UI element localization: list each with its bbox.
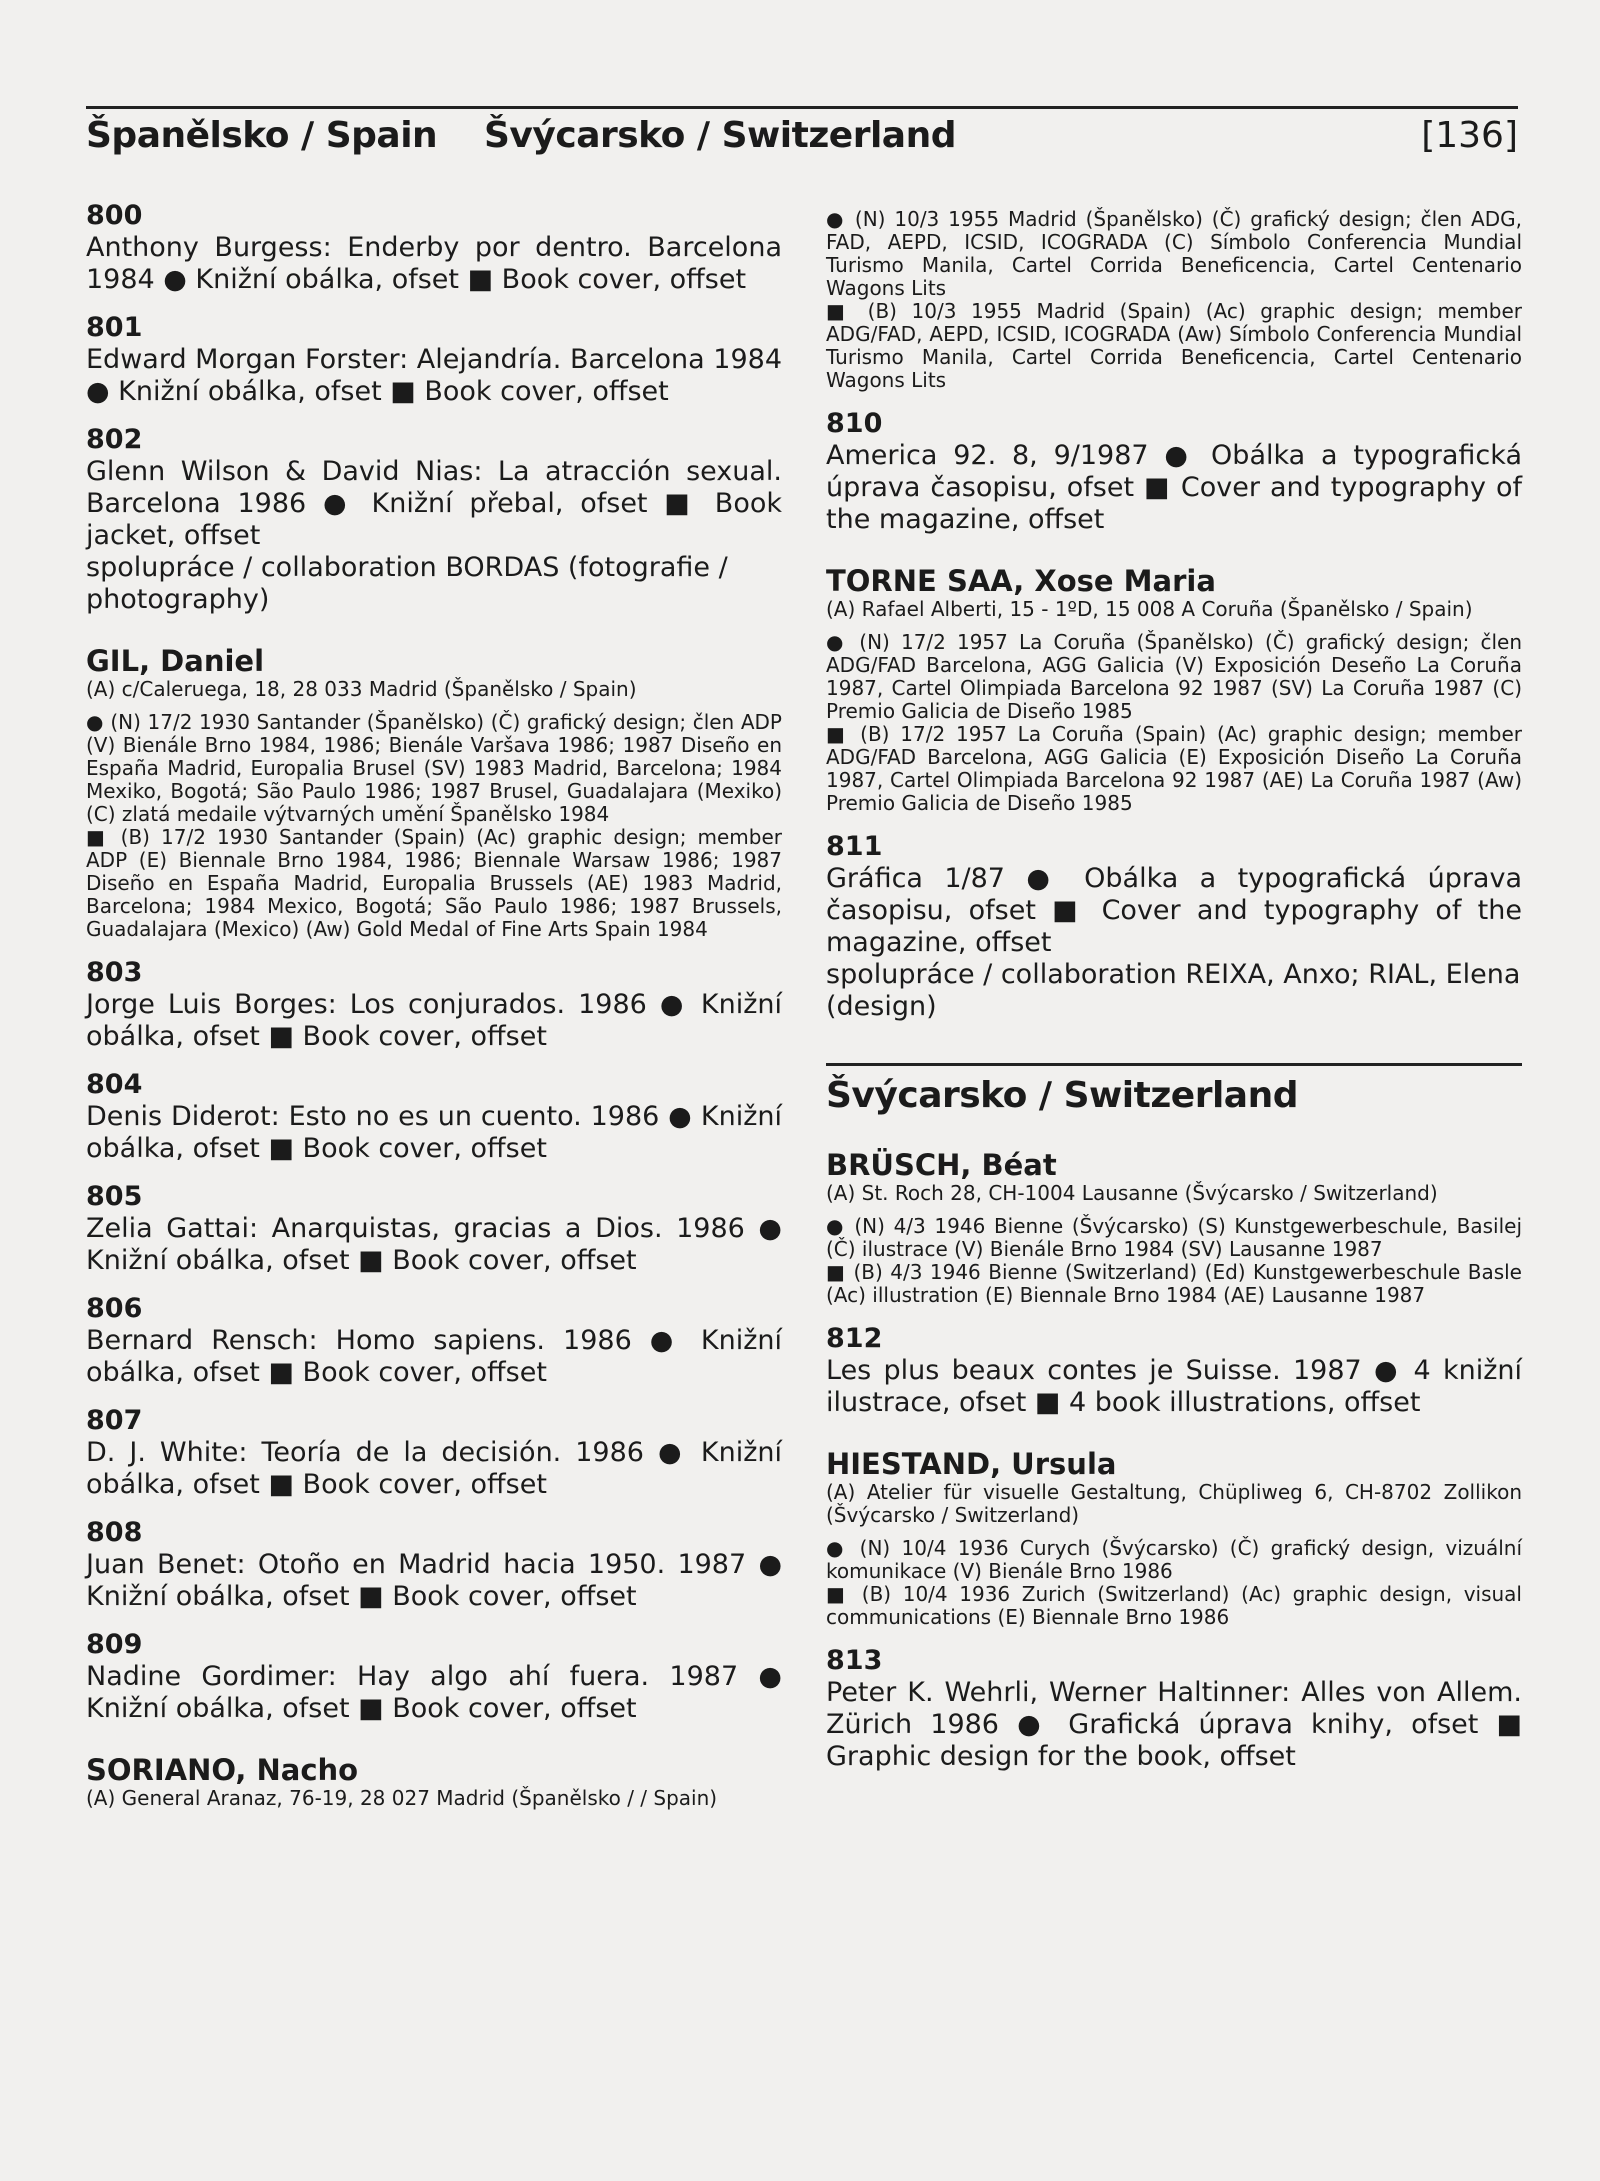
entry-text: Peter K. Wehrli, Werner Haltinner: Alles von Allem. Zürich 1986 ● Grafická úprava knihy, ofset ■ Graphic design for the book, offset: [826, 1677, 1522, 1772]
entry-text: Edward Morgan Forster: Alejandría. Barcelona 1984 ● Knižní obálka, ofset ■ Book cover, offset: [86, 344, 782, 407]
entry-800: [86, 200, 782, 296]
entry-802: [86, 424, 782, 616]
entry-text: D. J. White: Teoría de la decisión. 1986 ● Knižní obálka, ofset ■ Book cover, offset: [86, 1437, 782, 1500]
page-header: [86, 106, 1518, 159]
artist-brusch: [826, 1148, 1522, 1307]
entry-number: 802: [86, 424, 143, 455]
artist-bio-czech: ● (N) 17/2 1957 La Coruña (Španělsko) (Č) grafický design; člen ADG/FAD Barcelona, AGG Galicia (V) Exposición Deseño La Coruña 1987, Cartel Olimpiada Barcelona 92 1987 (SV) La Coruña 1987 (C) Premio Galicia de Diseño 1985: [826, 630, 1522, 723]
entry-number: 812: [826, 1323, 883, 1354]
artist-soriano: [86, 1753, 782, 1810]
entry-number: 801: [86, 312, 143, 343]
entry-806: [86, 1293, 782, 1389]
entry-number: 813: [826, 1645, 883, 1676]
entry-number: 807: [86, 1405, 143, 1436]
artist-bio-english: ■ (B) 10/4 1936 Zurich (Switzerland) (Ac) graphic design, visual communications (E) Biennale Brno 1986: [826, 1582, 1522, 1629]
entry-804: [86, 1069, 782, 1165]
artist-bio-english: ■ (B) 10/3 1955 Madrid (Spain) (Ac) graphic design; member ADG/FAD, AEPD, ICSID, ICOGRADA (Aw) Símbolo Conferencia Mundial Turismo Manila, Cartel Corrida Beneficencia, Cartel Centenario Wagons Lits: [826, 299, 1522, 392]
artist-name: TORNE SAA, Xose Maria: [826, 564, 1216, 598]
entry-text: Jorge Luis Borges: Los conjurados. 1986 ● Knižní obálka, ofset ■ Book cover, offset: [86, 989, 782, 1052]
entry-text: Les plus beaux contes je Suisse. 1987 ● 4 knižní ilustrace, ofset ■ 4 book illustrations, offset: [826, 1355, 1522, 1418]
header-country-spain: Španělsko / Spain: [86, 115, 438, 156]
entry-text: America 92. 8, 9/1987 ● Obálka a typografická úprava časopisu, ofset ■ Cover and typography of the magazine, offset: [826, 440, 1522, 535]
artist-bio-english: ■ (B) 17/2 1957 La Coruña (Spain) (Ac) graphic design; member ADG/FAD Barcelona, AGG Galicia (E) Exposición Diseño La Coruña 1987, Cartel Olimpiada Barcelona 92 1987 (AE) La Coruña 1987 (Aw) Premio Galicia de Diseño 1985: [826, 722, 1522, 815]
header-country-switzerland: Švýcarsko / Switzerland: [484, 115, 956, 156]
artist-bio-czech: ● (N) 10/3 1955 Madrid (Španělsko) (Č) grafický design; člen ADG, FAD, AEPD, ICSID, ICOGRADA (C) Símbolo Conferencia Mundial Turismo Manila, Cartel Corrida Beneficencia, Cartel Centenario Wagons Lits: [826, 207, 1522, 300]
artist-hiestand: [826, 1447, 1522, 1629]
entry-text: Nadine Gordimer: Hay algo ahí fuera. 1987 ● Knižní obálka, ofset ■ Book cover, offset: [86, 1661, 782, 1724]
entry-807: [86, 1405, 782, 1501]
entry-text: Zelia Gattai: Anarquistas, gracias a Dios. 1986 ● Knižní obálka, ofset ■ Book cover, offset: [86, 1213, 782, 1276]
artist-torne: [826, 564, 1522, 815]
entry-number: 805: [86, 1181, 143, 1212]
artist-name: BRÜSCH, Béat: [826, 1148, 1057, 1182]
entry-number: 809: [86, 1629, 143, 1660]
entry-collaboration: spolupráce / collaboration BORDAS (fotografie / photography): [86, 552, 728, 615]
right-column: [826, 208, 1522, 1789]
entry-813: [826, 1645, 1522, 1773]
section-heading-switzerland: Švýcarsko / Switzerland: [826, 1063, 1522, 1120]
entry-text: Glenn Wilson & David Nias: La atracción sexual. Barcelona 1986 ● Knižní přebal, ofset ■ Book jacket, offset: [86, 456, 782, 551]
entry-number: 803: [86, 957, 143, 988]
entry-number: 800: [86, 200, 143, 231]
artist-address: (A) Atelier für visuelle Gestaltung, Chüpliweg 6, CH-8702 Zollikon (Švýcarsko / Switzerland): [826, 1480, 1522, 1527]
entry-number: 808: [86, 1517, 143, 1548]
entry-809: [86, 1629, 782, 1725]
artist-name: SORIANO, Nacho: [86, 1753, 359, 1787]
artist-gil: [86, 644, 782, 941]
artist-name: GIL, Daniel: [86, 644, 265, 678]
entry-810: [826, 408, 1522, 536]
entry-collaboration: spolupráce / collaboration REIXA, Anxo; RIAL, Elena (design): [826, 959, 1521, 1022]
artist-address: (A) St. Roch 28, CH-1004 Lausanne (Švýcarsko / Switzerland): [826, 1181, 1438, 1205]
entry-number: 811: [826, 831, 883, 862]
page-number: [136]: [1421, 115, 1518, 156]
entry-801: [86, 312, 782, 408]
entry-text: Juan Benet: Otoño en Madrid hacia 1950. 1987 ● Knižní obálka, ofset ■ Book cover, offset: [86, 1549, 782, 1612]
entry-number: 804: [86, 1069, 143, 1100]
entry-text: Denis Diderot: Esto no es un cuento. 1986 ● Knižní obálka, ofset ■ Book cover, offset: [86, 1101, 782, 1164]
entry-text: Bernard Rensch: Homo sapiens. 1986 ● Knižní obálka, ofset ■ Book cover, offset: [86, 1325, 782, 1388]
entry-number: 806: [86, 1293, 143, 1324]
artist-bio-english: ■ (B) 4/3 1946 Bienne (Switzerland) (Ed) Kunstgewerbeschule Basle (Ac) illustration (E) Biennale Brno 1984 (AE) Lausanne 1987: [826, 1260, 1522, 1307]
artist-address: (A) General Aranaz, 76-19, 28 027 Madrid (Španělsko / / Spain): [86, 1786, 718, 1810]
artist-name: HIESTAND, Ursula: [826, 1447, 1117, 1481]
artist-address: (A) Rafael Alberti, 15 - 1ºD, 15 008 A Coruña (Španělsko / Spain): [826, 597, 1473, 621]
artist-address: (A) c/Caleruega, 18, 28 033 Madrid (Španělsko / Spain): [86, 677, 637, 701]
entry-number: 810: [826, 408, 883, 439]
artist-bio-english: ■ (B) 17/2 1930 Santander (Spain) (Ac) graphic design; member ADP (E) Biennale Brno 1984, 1986; Biennale Warsaw 1986; 1987 Diseño en España Madrid, Europalia Brussels (AE) 1983 Madrid, Barcelona; 1984 Mexico, Bogotá; São Paulo 1986; 1987 Brussels, Guadalajara (Mexico) (Aw) Gold Medal of Fine Arts Spain 1984: [86, 825, 782, 941]
artist-bio-czech: ● (N) 10/4 1936 Curych (Švýcarsko) (Č) grafický design, vizuální komunikace (V) Bienále Brno 1986: [826, 1536, 1522, 1583]
left-column: [86, 200, 782, 1826]
entry-803: [86, 957, 782, 1053]
artist-bio-czech: ● (N) 17/2 1930 Santander (Španělsko) (Č) grafický design; člen ADP (V) Bienále Brno 1984, 1986; Bienále Varšava 1986; 1987 Diseño en España Madrid, Europalia Brusel (SV) 1983 Madrid, Barcelona; 1984 Mexiko, Bogotá; São Paulo 1986; 1987 Brusel, Guadalajara (Mexiko) (C) zlatá medaile výtvarných umění Španělsko 1984: [86, 710, 782, 826]
artist-bio-czech: ● (N) 4/3 1946 Bienne (Švýcarsko) (S) Kunstgewerbeschule, Basilej (Č) ilustrace (V) Bienále Brno 1984 (SV) Lausanne 1987: [826, 1214, 1522, 1261]
entry-811: [826, 831, 1522, 1023]
entry-808: [86, 1517, 782, 1613]
entry-text: Anthony Burgess: Enderby por dentro. Barcelona 1984 ● Knižní obálka, ofset ■ Book cover, offset: [86, 232, 782, 295]
artist-soriano-bio: [826, 208, 1522, 392]
entry-805: [86, 1181, 782, 1277]
entry-812: [826, 1323, 1522, 1419]
entry-text: Gráfica 1/87 ● Obálka a typografická úprava časopisu, ofset ■ Cover and typography of the magazine, offset: [826, 863, 1522, 958]
